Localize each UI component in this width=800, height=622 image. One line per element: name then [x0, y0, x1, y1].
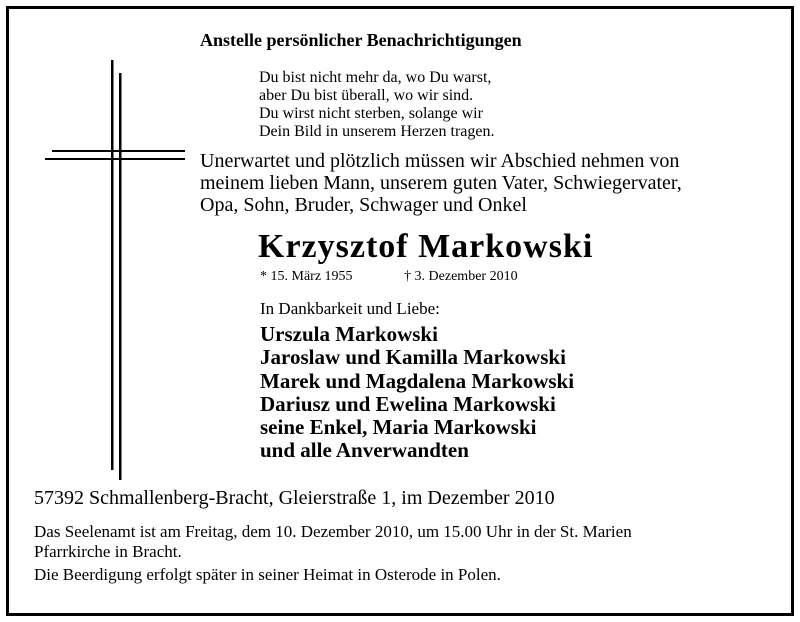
family-member: Dariusz und Ewelina Markowski — [260, 391, 556, 416]
intro-line: meinem lieben Mann, unserem guten Vater, Schwiegervater, — [200, 172, 682, 194]
family-member: Jaroslaw und Kamilla Markowski — [260, 345, 566, 370]
death-date: † 3. Dezember 2010 — [404, 269, 518, 284]
intro-line: Opa, Sohn, Bruder, Schwager und Onkel — [200, 194, 527, 216]
deceased-name: Krzysztof Markowski — [258, 228, 594, 265]
intro-text — [200, 150, 682, 216]
birth-date: * 15. März 1955 — [260, 269, 353, 284]
address-line: 57392 Schmallenberg-Bracht, Gleierstraße 1, im Dezember 2010 — [34, 487, 555, 509]
family-member: Urszula Markowski — [260, 322, 438, 346]
note-line: Pfarrkirche in Bracht. — [34, 541, 182, 561]
family-member: und alle Anverwandten — [260, 438, 469, 463]
poem-line: Du bist nicht mehr da, wo Du warst, — [259, 69, 492, 86]
poem — [259, 69, 494, 141]
note-line: Das Seelenamt ist am Freitag, dem 10. Dezember 2010, um 15.00 Uhr in der St. Marien — [34, 522, 632, 541]
poem-line: Du wirst nicht sterben, solange wir — [259, 105, 483, 122]
life-dates — [260, 269, 518, 285]
family-list — [260, 323, 574, 463]
note-line: Die Beerdigung erfolgt später in seiner Heimat in Osterode in Polen. — [34, 565, 501, 584]
intro-line: Unerwartet und plötzlich müssen wir Abschied nehmen von — [200, 150, 680, 172]
service-notes — [34, 522, 632, 585]
family-member: seine Enkel, Maria Markowski — [260, 415, 537, 440]
thanks-line: In Dankbarkeit und Liebe: — [260, 299, 440, 318]
poem-line: Dein Bild in unserem Herzen tragen. — [259, 123, 495, 140]
poem-line: aber Du bist überall, wo wir sind. — [259, 87, 474, 104]
family-member: Marek und Magdalena Markowski — [260, 368, 575, 393]
cross-icon — [45, 60, 195, 480]
notice-heading: Anstelle persönlicher Benachrichtigungen — [200, 30, 522, 50]
